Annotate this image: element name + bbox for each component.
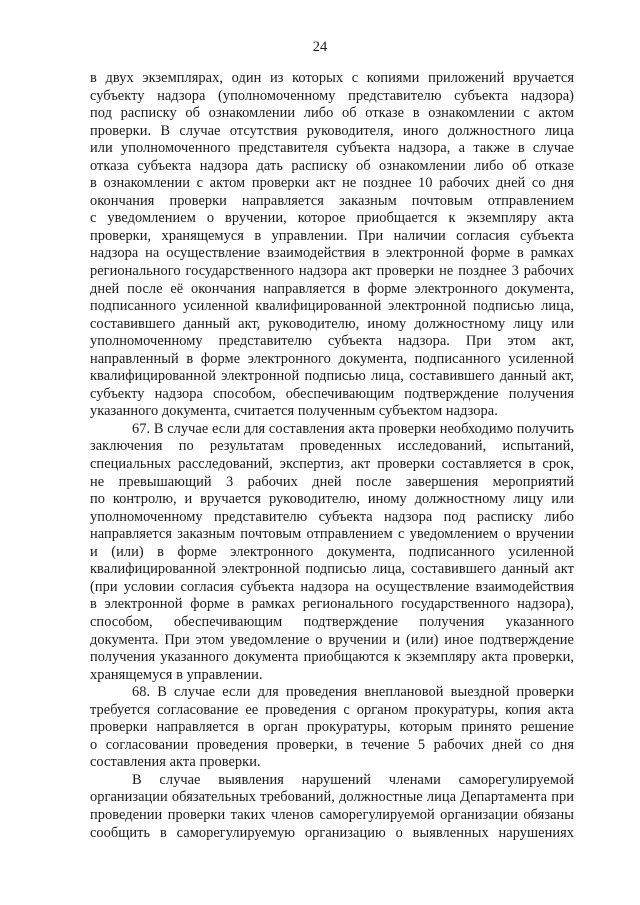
text-line: составления акта проверки. bbox=[90, 754, 261, 771]
text-line: проверки направляется в орган прокуратуры, которым принято решение bbox=[90, 719, 574, 736]
text-line: по контролю, и вручается руководителю, иному должностному лицу или bbox=[90, 491, 574, 508]
text-line: требуется согласование ее проведения с органом прокуратуры, копия акта bbox=[90, 701, 574, 718]
text-line: квалифицированной электронной подписью лица, составившего данный акт bbox=[90, 561, 574, 578]
text-line: сообщить в саморегулируемую организацию о выявленных нарушениях bbox=[90, 824, 574, 841]
text-line: проверки, хранящемуся в управлении. При наличии согласия субъекта bbox=[90, 227, 574, 244]
text-line: 68. В случае если для проведения внеплановой выездной проверки bbox=[132, 684, 574, 701]
text-line: составившего данный акт, руководителю, иному должностному лицу или bbox=[90, 315, 574, 332]
text-line: отказа субъекта надзора дать расписку об ознакомлении либо об отказе bbox=[90, 157, 574, 174]
document-body bbox=[90, 70, 574, 842]
page-number: 24 bbox=[312, 39, 328, 55]
text-line: указанного документа, считается полученным субъектом надзора. bbox=[90, 403, 498, 420]
text-line: с уведомлением о вручении, которое приобщается к экземпляру акта bbox=[90, 210, 574, 227]
text-line: не превышающий 3 рабочих дней после завершения мероприятий bbox=[90, 473, 574, 490]
text-line: под расписку об ознакомлении либо об отказе в ознакомлении с актом bbox=[90, 105, 574, 122]
paragraph-item-67 bbox=[90, 421, 574, 684]
text-line: в электронной форме в рамках регионального государственного надзора), bbox=[90, 596, 574, 613]
text-line: в ознакомлении с актом проверки акт не позднее 10 рабочих дней со дня bbox=[90, 175, 574, 192]
paragraph-item-68 bbox=[90, 684, 574, 772]
text-line: специальных расследований, экспертиз, акт проверки составляется в срок, bbox=[90, 456, 574, 473]
text-line: дней после её окончания направляется в форме электронного документа, bbox=[90, 280, 574, 297]
text-line: хранящемуся в управлении. bbox=[90, 666, 263, 683]
text-line: субъекту надзора способом, обеспечивающим подтверждение получения bbox=[90, 385, 574, 402]
text-line: 67. В случае если для составления акта проверки необходимо получить bbox=[132, 420, 574, 437]
text-line: направляется заказным почтовым отправлением с уведомлением о вручении bbox=[90, 526, 574, 543]
text-line: проверки. В случае отсутствия руководителя, иного должностного лица bbox=[90, 122, 574, 139]
text-line: (при условии согласия субъекта надзора на осуществление взаимодействия bbox=[90, 578, 574, 595]
text-line: способом, обеспечивающим подтверждение получения указанного bbox=[90, 613, 574, 630]
text-line: направленный в форме электронного документа, подписанного усиленной bbox=[90, 350, 574, 367]
text-line: подписанного усиленной квалифицированной электронной подписью лица, bbox=[90, 298, 574, 315]
text-line: уполномоченному представителю субъекта надзора под расписку либо bbox=[90, 508, 574, 525]
text-line: окончания проверки направляется заказным почтовым отправлением bbox=[90, 192, 574, 209]
text-line: и (или) в форме электронного документа, подписанного усиленной bbox=[90, 543, 574, 560]
text-line: организации обязательных требований, должностные лица Департамента при bbox=[90, 789, 574, 806]
text-line: регионального государственного надзора акт проверки не позднее 3 рабочих bbox=[90, 263, 574, 280]
paragraph-continuation bbox=[90, 70, 574, 421]
text-line: или уполномоченного представителя субъекта надзора, а также в случае bbox=[90, 140, 574, 157]
text-line: надзора на осуществление взаимодействия в электронной форме в рамках bbox=[90, 245, 574, 262]
text-line: в двух экземплярах, один из которых с копиями приложений вручается bbox=[90, 70, 574, 86]
text-line: заключения по результатам проведенных исследований, испытаний, bbox=[90, 438, 574, 455]
text-line: о согласовании проведения проверки, в течение 5 рабочих дней со дня bbox=[90, 736, 574, 753]
text-line: квалифицированной электронной подписью лица, составившего данный акт, bbox=[90, 368, 574, 385]
text-line: проведении проверки таких членов саморегулируемой организации обязаны bbox=[90, 806, 574, 823]
text-line: получения указанного документа приобщаются к экземпляру акта проверки, bbox=[90, 649, 574, 666]
text-line: документа. При этом уведомление о вручении и (или) иное подтверждение bbox=[90, 631, 574, 648]
text-line: уполномоченному представителю субъекта надзора. При этом акт, bbox=[90, 333, 574, 350]
text-line: В случае выявления нарушений членами саморегулируемой bbox=[132, 771, 574, 788]
paragraph-sro-violations bbox=[90, 772, 574, 842]
text-line: субъекту надзора (уполномоченному представителю субъекта надзора) bbox=[90, 87, 574, 104]
